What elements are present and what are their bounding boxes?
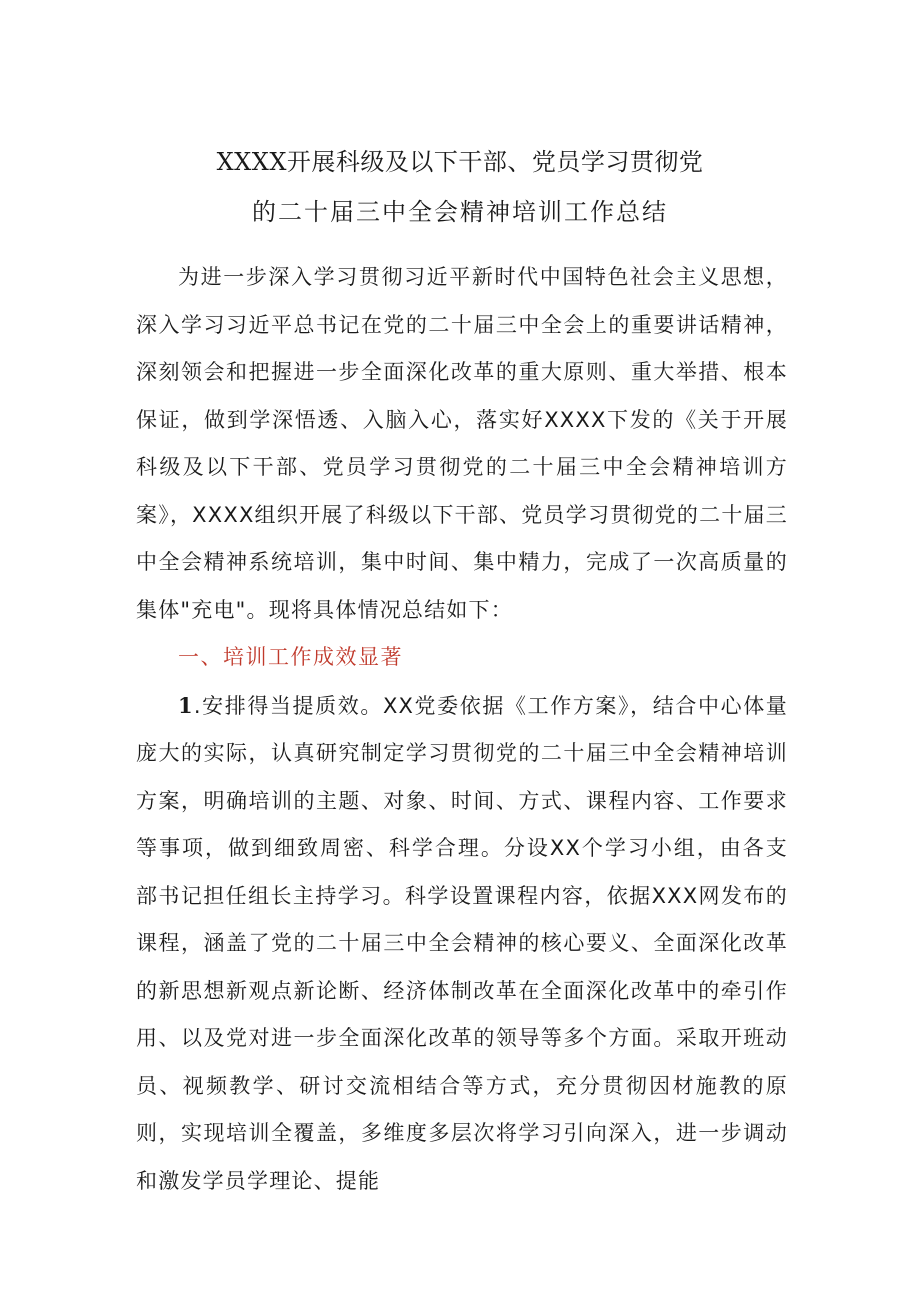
intro-paragraph: 为进一步深入学习贯彻习近平新时代中国特色社会主义思想，深入学习习近平总书记在党的二十届三中全会上的重要讲话精神，深刻领会和把握进一步全面深化改革的重大原则、重大举措、根本保证，做到学深悟透、入脑入心，落实好XXXX下发的《关于开展科级及以下干部、党员学习贯彻党的二十届三中全会精神培训方案》，XXXX组织开展了科级以下干部、党员学习贯彻党的二十届三中全会精神系统培训，集中时间、集中精力，完成了一次高质量的集体"充电"。现将具体情况总结如下：: [136, 265, 788, 622]
item-1-paragraph: [136, 682, 788, 1206]
section-heading: 一、培训工作成效显著: [178, 645, 403, 669]
item-1-number: 1: [178, 692, 194, 718]
title-line-1: XXXX开展科级及以下干部、党员学习贯彻党: [216, 148, 704, 176]
document-title: [0, 140, 920, 234]
document-body: [136, 254, 788, 1205]
item-1-text: .安排得当提质效。XX党委依据《工作方案》，结合中心体量庞大的实际，认真研究制定学习贯彻党的二十届三中全会精神培训方案，明确培训的主题、对象、时间、方式、课程内容、工作要求等事项，做到细致周密、科学合理。分设XX个学习小组，由各支部书记担任组长主持学习。科学设置课程内容，依据XXX网发布的课程，涵盖了党的二十届三中全会精神的核心要义、全面深化改革的新思想新观点新论断、经济体制改革在全面深化改革中的牵引作用、以及党对进一步全面深化改革的领导等多个方面。采取开班动员、视频教学、研讨交流相结合等方式，充分贯彻因材施教的原则，实现培训全覆盖，多维度多层次将学习引向深入，进一步调动和激发学员学理论、提能: [136, 693, 788, 1193]
title-line-2: 的二十届三中全会精神培训工作总结: [252, 198, 668, 226]
